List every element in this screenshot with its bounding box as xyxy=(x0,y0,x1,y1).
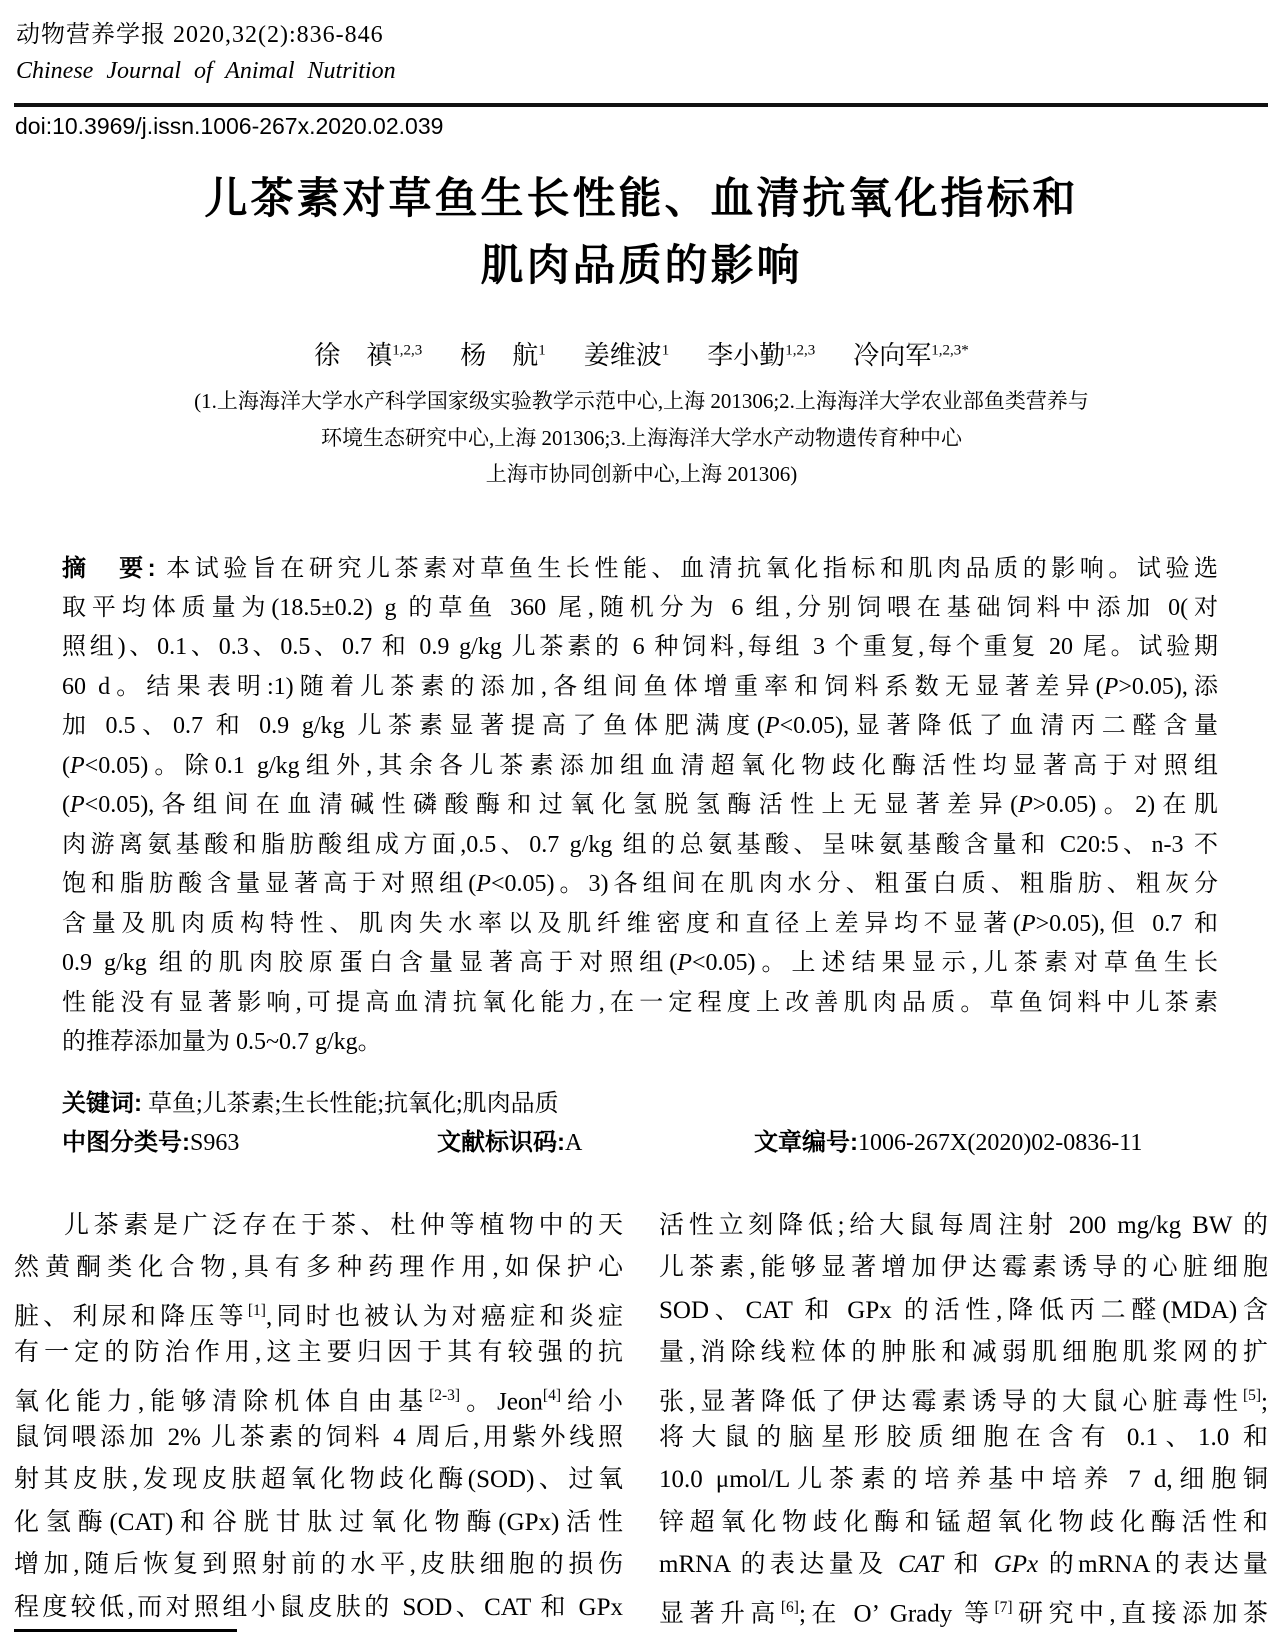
header-rule xyxy=(14,103,1268,107)
text-line: 的推荐添加量为 0.5~0.7 g/kg。 xyxy=(62,1029,382,1055)
text-line: 将大鼠的脑星形胶质细胞在含有 0.1、1.0 和 xyxy=(659,1423,1268,1451)
text-line: 脏、利尿和降压等[1],同时也被认为对癌症和炎症 xyxy=(14,1301,623,1331)
keywords-text: 草鱼;儿茶素;生长性能;抗氧化;肌肉品质 xyxy=(148,1091,559,1117)
text-line: 增加,随后恢复到照射前的水平,皮肤细胞的损伤 xyxy=(14,1551,623,1579)
paper-title-line1: 儿茶素对草鱼生长性能、血清抗氧化指标和 xyxy=(204,175,1079,223)
affiliations-block xyxy=(0,383,1283,493)
text-line: 量,消除线粒体的肿胀和减弱肌细胞肌浆网的扩 xyxy=(659,1339,1268,1367)
paper-title xyxy=(0,166,1283,300)
keywords-row xyxy=(62,1084,559,1124)
text-line: 化氢酶(CAT)和谷胱甘肽过氧化物酶(GPx)活性 xyxy=(14,1508,623,1536)
text-line: mRNA 的表达量及 CAT 和 GPx 的mRNA的表达量 xyxy=(659,1551,1268,1579)
article-id-label: 文章编号: xyxy=(754,1129,858,1156)
text-line: 射其皮肤,发现皮肤超氧化物歧化酶(SOD)、过氧 xyxy=(14,1466,623,1494)
text-line: 取平均体质量为(18.5±0.2) g 的草鱼 360 尾,随机分为 6 组,分别饲喂在基础饲料中添加 0(对 xyxy=(62,594,1218,621)
text-line: 摘 要: 本试验旨在研究儿茶素对草鱼生长性能、血清抗氧化指标和肌肉品质的影响。试验选 xyxy=(62,555,1218,582)
text-line: 程度较低,而对照组小鼠皮肤的 SOD、CAT 和 GPx xyxy=(14,1593,623,1621)
article-id-value: 1006-267X(2020)02-0836-11 xyxy=(858,1130,1143,1156)
text-line: 鼠饲喂添加 2% 儿茶素的饲料 4 周后,用紫外线照 xyxy=(14,1423,623,1451)
text-line: 活性立刻降低;给大鼠每周注射 200 mg/kg BW 的 xyxy=(659,1212,1268,1239)
text-line: 然黄酮类化合物,具有多种药理作用,如保护心 xyxy=(14,1254,623,1282)
text-line: 加 0.5、0.7 和 0.9 g/kg 儿茶素显著提高了鱼体肥满度(P<0.05),显著降低了血清丙二醛含量 xyxy=(62,713,1218,739)
abstract-block xyxy=(62,549,1218,1063)
clc-item xyxy=(62,1130,239,1156)
doc-code-label: 文献标识码: xyxy=(437,1129,565,1156)
affiliation-line: (1.上海海洋大学水产科学国家级实验教学示范中心,上海 201306;2.上海海洋大学农业部鱼类营养与 xyxy=(194,389,1089,413)
affiliation-line: 环境生态研究中心,上海 201306;3.上海海洋大学水产动物遗传育种中心 xyxy=(320,425,963,450)
paper-title-line2: 肌肉品质的影响 xyxy=(480,242,803,290)
author-name: 冷向军$^{1,2,3*}$ xyxy=(853,340,969,370)
journal-name-en: Chinese Journal of Animal Nutrition xyxy=(16,58,396,84)
text-line: 显著升高[6];在 O’ Grady 等[7]研究中,直接添加茶 xyxy=(659,1598,1268,1627)
abstract-label: 摘 要: xyxy=(62,555,156,582)
text-line: (P<0.05)。除0.1 g/kg组外,其余各儿茶素添加组血清超氧化物歧化酶活性均显著高于对照组 xyxy=(62,752,1218,779)
doi-text: doi:10.3969/j.issn.1006-267x.2020.02.039 xyxy=(15,113,444,139)
clc-label: 中图分类号: xyxy=(62,1129,190,1156)
doc-code-item xyxy=(437,1123,582,1163)
text-line: SOD、CAT 和 GPx 的活性,降低丙二醛(MDA)含 xyxy=(659,1296,1268,1324)
text-line: 饱和脂肪酸含量显著高于对照组(P<0.05)。3)各组间在肌肉水分、粗蛋白质、粗脂肪、粗灰分 xyxy=(62,871,1218,897)
text-line: 含量及肌肉质构特性、肌肉失水率以及肌纤维密度和直径上差异均不显著(P>0.05),但 0.7 和 xyxy=(62,910,1218,937)
author-name: 姜维波$^1$ xyxy=(583,340,670,370)
author-name: 杨 航$^1$ xyxy=(460,340,546,370)
clc-value: S963 xyxy=(190,1130,240,1156)
affiliation-line: 上海市协同创新中心,上海 201306) xyxy=(485,462,798,486)
text-line: 有一定的防治作用,这主要归因于其有较强的抗 xyxy=(14,1339,623,1367)
text-line: 肉游离氨基酸和脂肪酸组成方面,0.5、0.7 g/kg 组的总氨基酸、呈味氨基酸含量和 C20:5、n-3 不 xyxy=(62,831,1218,858)
meta-row xyxy=(62,1123,1218,1163)
text-line: 0.9 g/kg 组的肌肉胶原蛋白含量显著高于对照组(P<0.05)。上述结果显示,儿茶素对草鱼生长 xyxy=(62,950,1218,976)
article-id-item xyxy=(754,1123,1142,1163)
text-line: 10.0 μmol/L儿茶素的培养基中培养 7 d,细胞铜 xyxy=(659,1466,1268,1494)
authors-row xyxy=(0,334,1283,372)
doc-code-value: A xyxy=(565,1130,583,1156)
footnote-rule xyxy=(14,1629,237,1632)
author-name: 李小勤$^{1,2,3}$ xyxy=(707,340,816,370)
text-line: 儿茶素,能够显著增加伊达霉素诱导的心脏细胞 xyxy=(659,1254,1268,1282)
text-line: 儿茶素是广泛存在于茶、杜仲等植物中的天 xyxy=(64,1212,623,1239)
body-left-column xyxy=(14,1205,623,1629)
body-right-column xyxy=(659,1205,1268,1629)
keywords-label: 关键词: xyxy=(62,1090,142,1117)
journal-name-cn: 动物营养学报 2020,32(2):836-846 xyxy=(16,22,384,48)
text-line: 性能没有显著影响,可提高血清抗氧化能力,在一定程度上改善肌肉品质。草鱼饲料中儿茶素 xyxy=(62,989,1218,1016)
journal-header xyxy=(16,14,396,85)
text-line: 60 d。结果表明:1)随着儿茶素的添加,各组间鱼体增重率和饲料系数无显著差异(P>0.05),添 xyxy=(62,673,1218,700)
text-line: 氧化能力,能够清除机体自由基[2-3]。Jeon[4]给小 xyxy=(14,1386,623,1415)
text-line: (P<0.05),各组间在血清碱性磷酸酶和过氧化氢脱氢酶活性上无显著差异(P>0.05)。2)在肌 xyxy=(62,792,1218,818)
text-line: 照组)、0.1、0.3、0.5、0.7 和 0.9 g/kg 儿茶素的 6 种饲料,每组 3 个重复,每个重复 20 尾。试验期 xyxy=(62,634,1218,660)
text-line: 锌超氧化物歧化酶和锰超氧化物歧化酶活性和 xyxy=(659,1508,1268,1536)
author-name: 徐 禛$^{1,2,3}$ xyxy=(314,340,423,370)
text-line: 张,显著降低了伊达霉素诱导的大鼠心脏毒性[5]; xyxy=(659,1386,1268,1415)
